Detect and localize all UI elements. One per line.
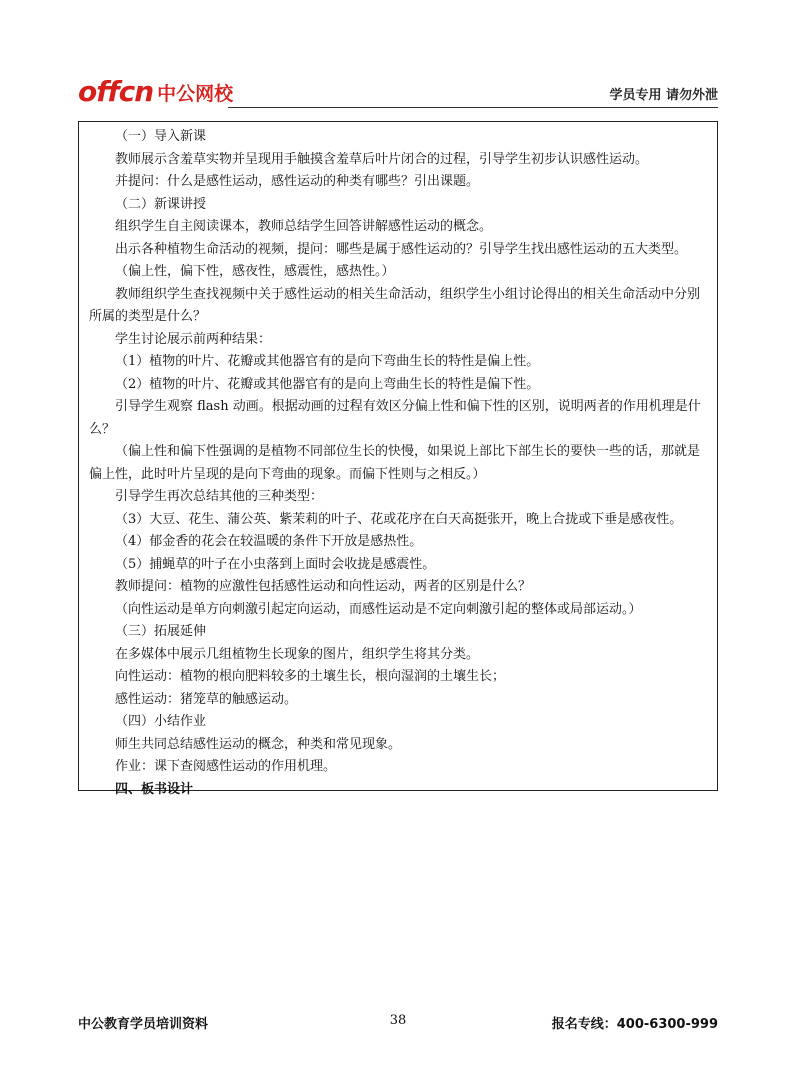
- paragraph: 出示各种植物生命活动的视频，提问：哪些是属于感性运动的？引导学生找出感性运动的五大类型。: [115, 241, 688, 257]
- page-number: 38: [389, 1013, 407, 1028]
- paragraph: 引导学生再次总结其他的三种类型：: [115, 489, 324, 504]
- paragraph: （向性运动是单方向刺激引起定向运动，而感性运动是不定向刺激引起的整体或局部运动。）: [115, 601, 642, 617]
- paragraph: （二）新课讲授: [115, 196, 207, 212]
- offcn-logo: [78, 75, 234, 108]
- footer-hotline: 报名专线：400-6300-999: [551, 1017, 718, 1032]
- page-header: [78, 74, 718, 108]
- paragraph: 教师提问：植物的应激性包括感性运动和向性运动，两者的区别是什么？: [115, 579, 532, 594]
- paragraph: 作业：课下查阅感性运动的作用机理。: [115, 759, 337, 774]
- paragraph: 组织学生自主阅读课本，教师总结学生回答讲解感性运动的概念。: [115, 219, 493, 234]
- paragraph: 教师展示含羞草实物并呈现用手触摸含羞草后叶片闭合的过程，引导学生初步认识感性运动。: [115, 151, 649, 167]
- header-rule: [228, 107, 718, 108]
- paragraph: （1）植物的叶片、花瓣或其他器官有的是向下弯曲生长的特性是偏上性。: [115, 354, 540, 369]
- paragraph: （5）捕蝇草的叶子在小虫落到上面时会收拢是感震性。: [115, 556, 436, 572]
- paragraph: （一）导入新课: [115, 129, 207, 144]
- paragraph: （2）植物的叶片、花瓣或其他器官有的是向上弯曲生长的特性是偏下性。: [115, 376, 540, 392]
- paragraph: （偏上性和偏下性强调的是植物不同部位生长的快慢，如果说上部比下部生长的要快一些的话，那就是偏上性，此时叶片呈现的是向下弯曲的现象。而偏下性则与之相反。）: [89, 444, 701, 482]
- paragraph: 向性运动：植物的根向肥料较多的土壤生长，根向湿润的土壤生长；: [115, 669, 506, 684]
- confidential-notice: 学员专用 请勿外泄: [609, 88, 718, 103]
- logo-mark: offcn: [78, 75, 154, 108]
- lesson-content-box: [78, 121, 718, 797]
- page-footer: [78, 1013, 718, 1033]
- paragraph: 学生讨论展示前两种结果：: [115, 331, 272, 347]
- paragraph: 感性运动：猪笼草的触感运动。: [115, 691, 298, 707]
- paragraph: 并提问：什么是感性运动，感性运动的种类有哪些？引出课题。: [115, 174, 480, 189]
- paragraph: （4）郁金香的花会在较温暖的条件下开放是感热性。: [115, 534, 423, 549]
- paragraph: （偏上性，偏下性，感夜性，感震性，感热性。）: [115, 264, 395, 279]
- paragraph: （四）小结作业: [115, 714, 207, 729]
- logo-name: 中公网校: [157, 83, 234, 105]
- paragraph: 教师组织学生查找视频中关于感性运动的相关生命活动，组织学生小组讨论得出的相关生命活动中分别所属的类型是什么？: [89, 286, 701, 324]
- paragraph: 在多媒体中展示几组植物生长现象的图片，组织学生将其分类。: [115, 646, 480, 662]
- paragraph: （三）拓展延伸: [115, 624, 207, 639]
- footer-publisher: 中公教育学员培训资料: [78, 1017, 209, 1032]
- paragraph: 引导学生观察 flash 动画。根据动画的过程有效区分偏上性和偏下性的区别，说明两者的作用机理是什么？: [89, 399, 701, 437]
- paragraph: （3）大豆、花生、蒲公英、紫茉莉的叶子、花或花序在白天高挺张开，晚上合拢或下垂是感夜性。: [115, 511, 683, 527]
- paragraph: 师生共同总结感性运动的概念，种类和常见现象。: [115, 736, 402, 752]
- paragraph: 四、板书设计: [115, 781, 194, 797]
